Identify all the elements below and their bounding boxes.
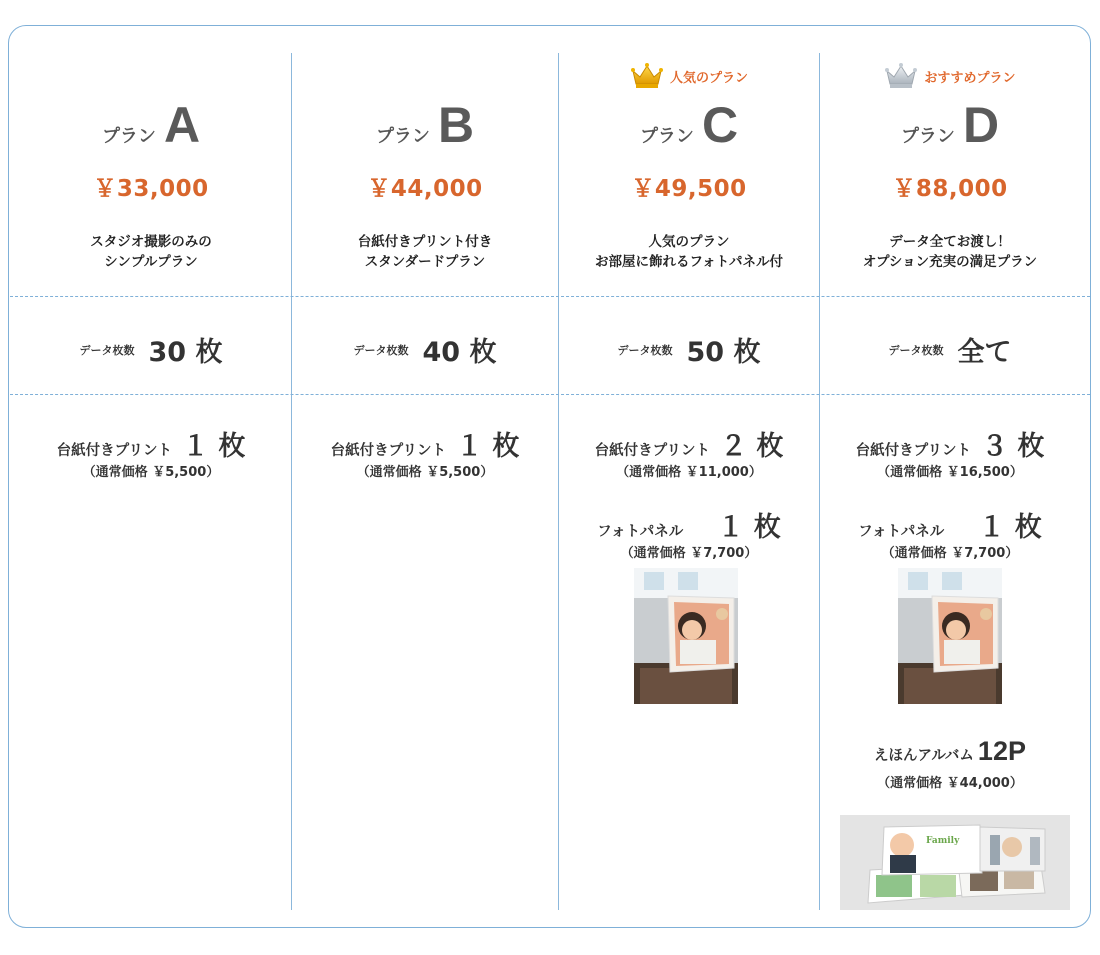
plan-title [292,97,558,153]
photo-panel-label: フォトパネル [858,524,945,540]
photo-panel-quantity: １ 枚 [717,512,781,543]
plan-description [292,232,558,272]
plan-letter: D [962,97,1000,153]
photo-panel-quantity: １ 枚 [978,512,1042,543]
plan-c-column [559,0,819,955]
data-count-value: 40 枚 [422,337,497,368]
album-label: えほんアルバム [874,748,974,764]
photo-panel-regular-price: （通常価格 ￥7,700） [620,546,758,561]
picture-book-album-image [840,815,1070,910]
print-regular-price: （通常価格 ￥16,500） [877,465,1023,480]
plan-label: プラン [639,126,694,147]
plan-label: プラン [101,126,156,147]
plan-price: ￥44,000 [367,176,483,202]
print-label: 台紙付きプリント [56,443,172,459]
data-count-label: データ枚数 [353,343,409,357]
plan-title [559,97,819,153]
data-count [292,330,558,369]
print-label: 台紙付きプリント [855,443,971,459]
photo-panel-item [559,505,819,544]
plan-letter: A [163,97,201,153]
data-count-value: 50 枚 [686,337,761,368]
plan-a-column [12,0,290,955]
data-count-label: データ枚数 [617,343,673,357]
print-item [292,424,558,463]
plan-description-line: オプション充実の満足プラン [862,254,1038,270]
plan-letter: B [437,97,475,153]
print-quantity: １ 枚 [456,431,520,462]
print-quantity: ３ 枚 [981,431,1045,462]
plan-letter: C [701,97,739,153]
plan-description [12,232,290,272]
picture-book-album-item [820,736,1080,767]
album-pages: 12P [977,736,1026,766]
gold-crown-icon [630,62,664,90]
plan-label: プラン [375,126,430,147]
plan-description [559,232,819,272]
photo-panel-image [634,568,738,704]
data-count-label: データ枚数 [79,343,135,357]
plan-description-line: シンプルプラン [104,254,198,270]
data-count [12,330,290,369]
print-regular-price: （通常価格 ￥5,500） [356,465,494,480]
photo-panel-regular-price: （通常価格 ￥7,700） [881,546,1019,561]
plan-b-column [292,0,558,955]
badge-label: 人気のプラン [669,70,748,86]
print-regular-price: （通常価格 ￥5,500） [82,465,220,480]
print-quantity: １ 枚 [182,431,246,462]
plan-title [820,97,1080,153]
plan-description-line: お部屋に飾れるフォトパネル付 [594,254,784,270]
data-count-value: 30 枚 [148,337,223,368]
plan-title [12,97,290,153]
print-item [820,424,1080,463]
plan-description-line: 台紙付きプリント付き [357,234,493,250]
data-count [820,330,1080,369]
plan-description-line: 人気のプラン [648,234,730,250]
photo-panel-image [898,568,1002,704]
plan-price: ￥49,500 [631,176,747,202]
print-label: 台紙付きプリント [594,443,710,459]
photo-panel-label: フォトパネル [597,524,684,540]
plan-price: ￥33,000 [93,176,209,202]
plan-d-column [820,0,1080,955]
print-item [559,424,819,463]
print-label: 台紙付きプリント [330,443,446,459]
silver-crown-icon [884,62,918,90]
print-regular-price: （通常価格 ￥11,000） [616,465,762,480]
plan-description [820,232,1080,272]
plan-description-line: データ全てお渡し！ [889,234,1011,250]
print-quantity: ２ 枚 [720,431,784,462]
album-regular-price: （通常価格 ￥44,000） [877,776,1023,791]
popular-plan-badge [559,62,819,90]
plan-description-line: スタンダードプラン [364,254,486,270]
data-count [559,330,819,369]
plan-price: ￥88,000 [892,176,1008,202]
plan-label: プラン [900,126,955,147]
data-count-label: データ枚数 [888,343,944,357]
plan-description-line: スタジオ撮影のみの [90,234,212,250]
badge-label: おすすめプラン [924,70,1016,86]
data-count-value: 全て [957,337,1012,368]
photo-panel-item [820,505,1080,544]
recommended-plan-badge [820,62,1080,90]
album-cover-title: Family [926,836,960,846]
print-item [12,424,290,463]
